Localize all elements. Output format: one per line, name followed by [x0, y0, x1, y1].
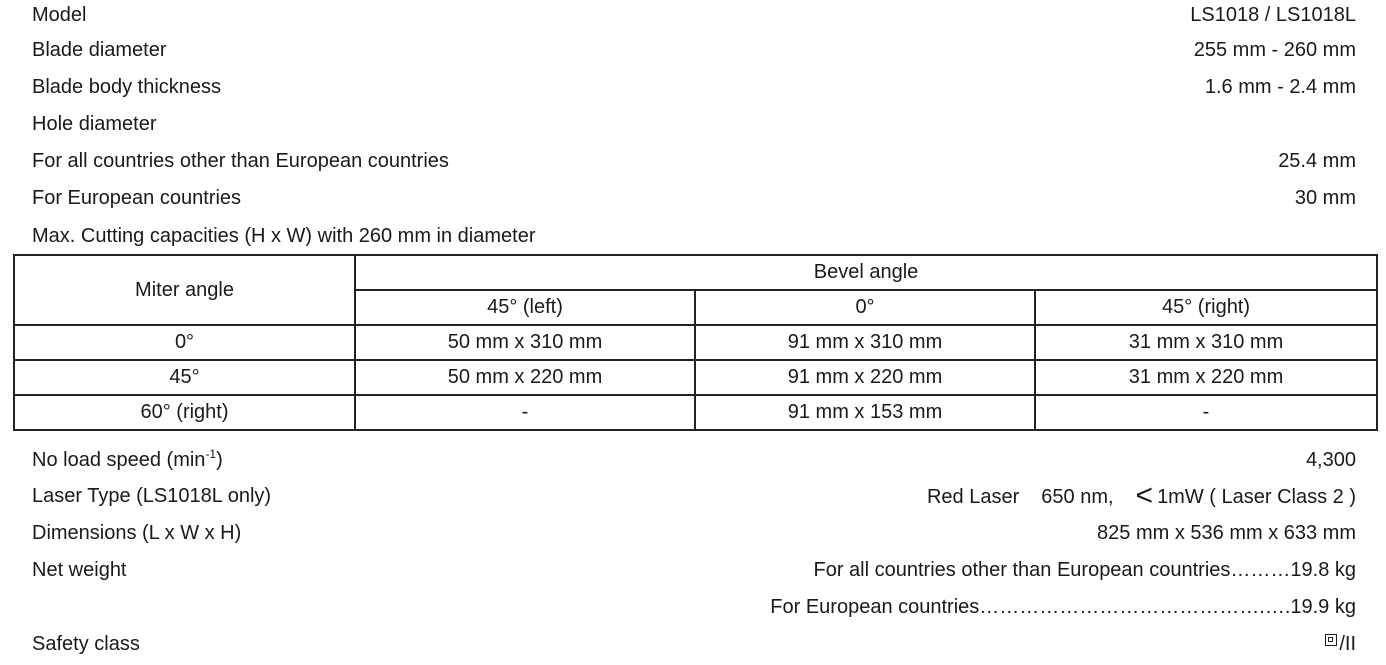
- capacity-cell: 50 mm x 220 mm: [355, 360, 695, 395]
- spec-value: 825 mm x 536 mm x 633 mm: [1097, 522, 1356, 544]
- spec-label: Max. Cutting capacities (H x W) with 260 mm in diameter: [32, 225, 536, 247]
- cutting-capacity-table: [13, 254, 1378, 431]
- spec-label: Dimensions (L x W x H): [32, 522, 242, 544]
- less-than-symbol: <: [1135, 479, 1154, 512]
- capacity-cell: -: [355, 395, 695, 430]
- spec-row-laser-type: [32, 481, 1356, 511]
- spec-row-hole-diameter: [32, 109, 1356, 139]
- capacity-cell: -: [1035, 395, 1377, 430]
- spec-label: For all countries other than European countries: [32, 150, 449, 172]
- spec-label: Hole diameter: [32, 113, 157, 135]
- spec-value: 25.4 mm: [1278, 150, 1356, 172]
- table-row: [14, 325, 1377, 360]
- spec-row-blade-thickness: [32, 72, 1356, 102]
- spec-value: [927, 481, 1356, 512]
- spec-value: [1325, 629, 1356, 659]
- spec-label: Laser Type (LS1018L only): [32, 485, 272, 507]
- spec-label: For European countries: [32, 187, 242, 209]
- spec-label: [32, 445, 223, 475]
- table-row: [14, 395, 1377, 430]
- spec-row-no-load-speed: [32, 445, 1356, 475]
- laser-power: 1mW ( Laser Class 2 ): [1157, 486, 1356, 508]
- spec-value: 1.6 mm - 2.4 mm: [1204, 76, 1356, 98]
- miter-cell: 45°: [14, 360, 355, 395]
- table-row: [14, 360, 1377, 395]
- capacity-cell: 31 mm x 220 mm: [1035, 360, 1377, 395]
- spec-row-net-weight: [32, 555, 1356, 585]
- bevel-column-header: 0°: [695, 290, 1035, 325]
- spec-value: 30 mm: [1294, 187, 1356, 209]
- spec-value: 255 mm - 260 mm: [1193, 39, 1356, 61]
- miter-cell: 60° (right): [14, 395, 355, 430]
- capacity-cell: 31 mm x 310 mm: [1035, 325, 1377, 360]
- spec-label: Blade body thickness: [32, 76, 222, 98]
- spec-value: 4,300: [1305, 449, 1356, 471]
- miter-angle-header: Miter angle: [14, 255, 355, 325]
- spec-value: For all countries other than European countries………19.8 kg: [813, 559, 1356, 581]
- spec-value: LS1018 / LS1018L: [1190, 4, 1356, 26]
- spec-row-net-weight-eu: [32, 592, 1356, 622]
- spec-label: Model: [32, 4, 87, 26]
- spec-row-model: [32, 0, 1356, 30]
- safety-class-value: /II: [1339, 633, 1356, 655]
- spec-row-hole-eu: [32, 183, 1356, 213]
- miter-cell: 0°: [14, 325, 355, 360]
- table-header-row: [14, 255, 1377, 290]
- unit-exponent: -1: [205, 447, 217, 461]
- capacity-cell: 91 mm x 220 mm: [695, 360, 1035, 395]
- spec-row-blade-diameter: [32, 35, 1356, 65]
- spec-row-cutting-capacities: [32, 221, 1356, 251]
- capacity-cell: 91 mm x 310 mm: [695, 325, 1035, 360]
- laser-wavelength: 650 nm,: [1041, 486, 1114, 508]
- spec-label: Safety class: [32, 633, 140, 655]
- no-load-speed-label: No load speed (min: [32, 449, 206, 471]
- spec-row-safety-class: [32, 629, 1356, 659]
- capacity-cell: 50 mm x 310 mm: [355, 325, 695, 360]
- bevel-column-header: 45° (right): [1035, 290, 1377, 325]
- spec-label: Blade diameter: [32, 39, 167, 61]
- spec-label: Net weight: [32, 559, 127, 581]
- bevel-column-header: 45° (left): [355, 290, 695, 325]
- capacity-cell: 91 mm x 153 mm: [695, 395, 1035, 430]
- spec-row-dimensions: [32, 518, 1356, 548]
- double-insulation-icon: [1325, 634, 1337, 646]
- spec-value: For European countries…………………………………….….19.9 kg: [770, 596, 1356, 618]
- laser-type-value: Red Laser: [926, 486, 1020, 508]
- no-load-speed-label-end: ): [216, 449, 223, 471]
- spec-row-hole-non-eu: [32, 146, 1356, 176]
- bevel-angle-header: Bevel angle: [355, 255, 1377, 290]
